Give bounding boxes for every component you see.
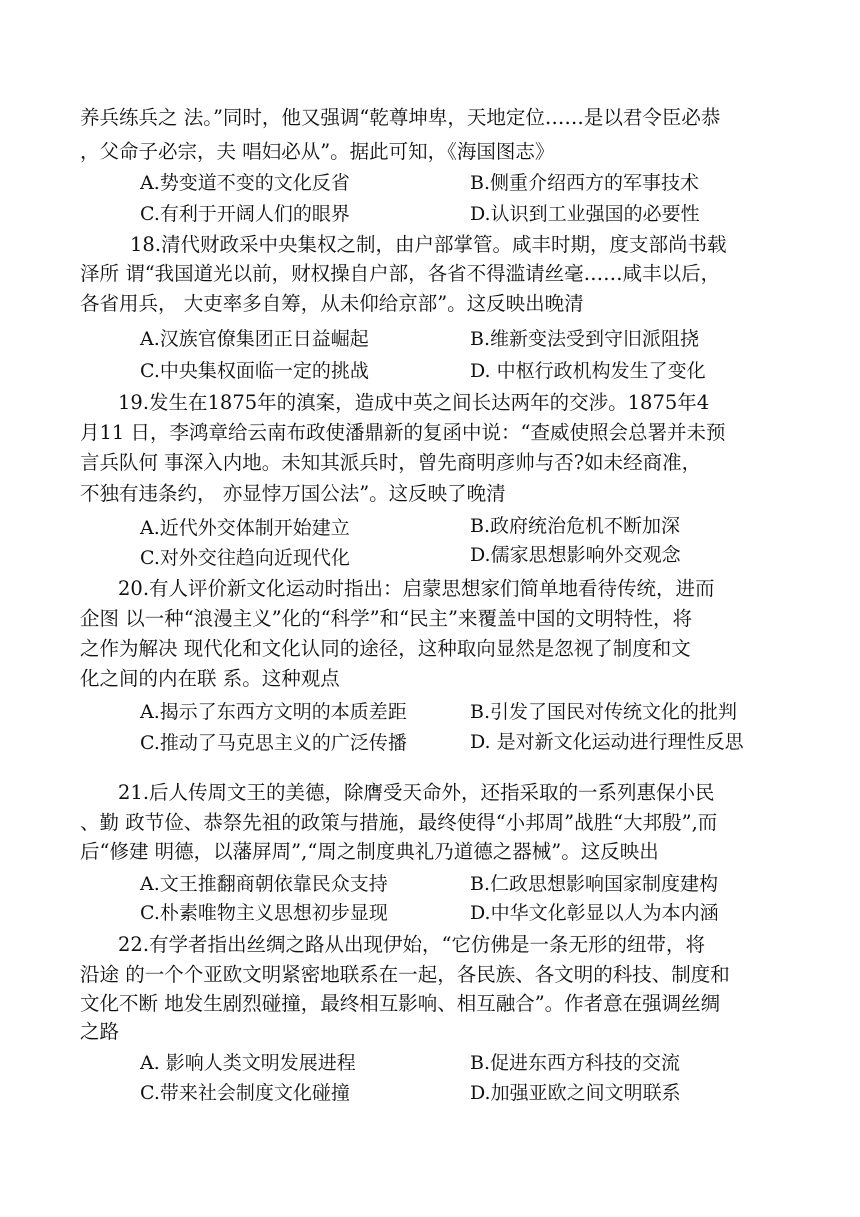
option-b: B.政府统治危机不断加深: [470, 515, 681, 537]
option-c: C.推动了马克思主义的广泛传播: [140, 732, 407, 754]
option-c: C.对外交往趋向近现代化: [140, 547, 350, 569]
stem-line: 泽所 谓“我国道光以前，财权操自户部，各省不得滥请丝毫……咸丰以后，: [80, 262, 721, 285]
option-b: B.引发了国民对传统文化的批判: [470, 701, 738, 723]
stem-line: 19.发生在1875年的滇案，造成中英之间长达两年的交涉。1875年4: [118, 391, 710, 414]
option-d: D.儒家思想影响外交观念: [470, 544, 681, 566]
stem-line: 21.后人传周文王的美德，除膺受天命外，还指采取的一系列惠保小民: [118, 781, 715, 804]
stem-line: 18.清代财政采中央集权之制，由户部掌管。咸丰时期，度支部尚书载: [130, 233, 727, 256]
option-c: C.带来社会制度文化碰撞: [140, 1082, 350, 1104]
stem-line: 沿途 的一个个亚欧文明紧密地联系在一起，各民族、各文明的科技、制度和: [80, 963, 730, 986]
option-b: B.仁政思想影响国家制度建构: [470, 873, 719, 895]
option-b: B.维新变法受到守旧派阻挠: [470, 328, 700, 350]
stem-line: 之路: [80, 1020, 120, 1043]
stem-line: 后“修建 明德，以藩屏周”,“周之制度典礼乃道德之器械”。这反映出: [80, 840, 659, 863]
option-c: C.朴素唯物主义思想初步显现: [140, 902, 388, 924]
stem-line: 言兵队何 事深入内地。未知其派兵时，曾先商明彦帅与否?如未经商准，: [80, 451, 702, 474]
stem-line: 养兵练兵之 法。”同时，他又强调“乾尊坤卑，天地定位……是以君令臣必恭: [80, 106, 721, 129]
stem-line: 月11 日，李鸿章给云南布政使潘鼎新的复函中说：“查威使照会总署并未预: [80, 421, 726, 444]
stem-line: 化之间的内在联 系。这种观点: [80, 667, 340, 690]
option-d: D.中华文化彰显以人为本内涵: [470, 902, 719, 924]
stem-line: ，父命子必宗，夫 唱妇必从”。据此可知，《海国图志》: [80, 140, 555, 163]
option-c: C.有利于开阔人们的眼界: [140, 203, 350, 225]
stem-line: 各省用兵， 大吏率多自筹，从未仰给京部”。这反映出晚清: [80, 292, 584, 315]
option-d: D. 中枢行政机构发生了变化: [470, 360, 706, 382]
option-a: A. 影响人类文明发展进程: [140, 1052, 356, 1074]
option-a: A.揭示了东西方文明的本质差距: [140, 701, 407, 723]
stem-line: 、勤 政节俭、恭祭先祖的政策与措施，最终使得“小邦周”战胜“大邦殷”,而: [80, 811, 718, 834]
stem-line: 企图 以一种“浪漫主义”化的“科学”和“民主”来覆盖中国的文明特性，将: [80, 607, 693, 630]
option-b: B.侧重介绍西方的军事技术: [470, 172, 700, 194]
option-a: A.势变道不变的文化反省: [140, 172, 350, 194]
stem-line: 不独有违条约， 亦显悖万国公法”。这反映了晚清: [80, 482, 506, 505]
option-c: C.中央集权面临一定的挑战: [140, 360, 369, 382]
option-a: A.文王推翻商朝依靠民众支持: [140, 873, 388, 895]
option-d: D. 是对新文化运动进行理性反思: [470, 731, 744, 753]
stem-line: 22.有学者指出丝绸之路从出现伊始，“它仿佛是一条无形的纽带，将: [118, 933, 705, 956]
stem-line: 文化不断 地发生剧烈碰撞，最终相互影响、相互融合”。作者意在强调丝绸: [80, 992, 721, 1015]
stem-line: 20.有人评价新文化运动时指出：启蒙思想家们简单地看待传统，进而: [118, 577, 715, 600]
option-b: B.促进东西方科技的交流: [470, 1052, 681, 1074]
option-d: D.加强亚欧之间文明联系: [470, 1082, 681, 1104]
stem-line: 之作为解决 现代化和文化认同的途径，这种取向显然是忽视了制度和文: [80, 637, 691, 660]
option-d: D.认识到工业强国的必要性: [470, 203, 700, 225]
option-a: A.汉族官僚集团正日益崛起: [140, 328, 369, 350]
option-a: A.近代外交体制开始建立: [140, 517, 350, 539]
